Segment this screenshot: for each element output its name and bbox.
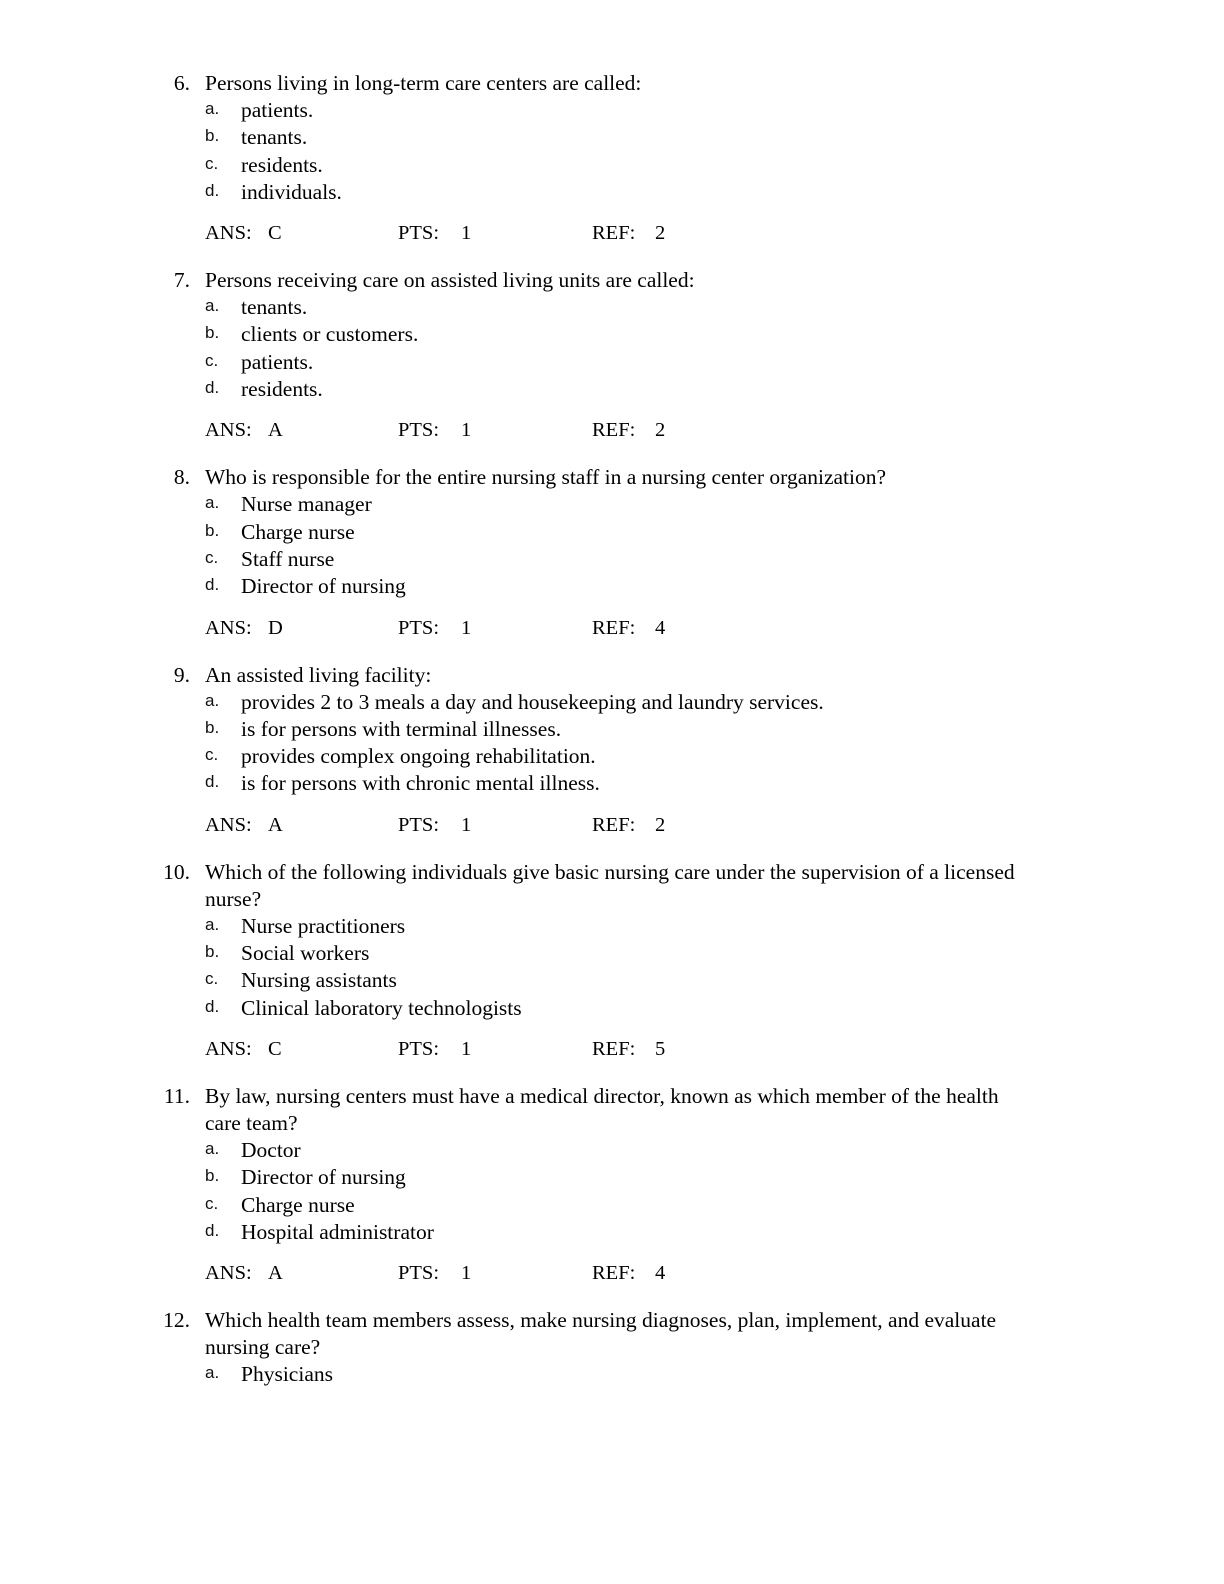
answer-options — [0, 294, 1224, 403]
answer-value: D — [268, 616, 283, 639]
answer-key-row — [0, 220, 1224, 247]
answer-option — [0, 940, 1224, 967]
option-text: provides complex ongoing rehabilitation. — [241, 744, 596, 769]
answer-value: C — [268, 1037, 282, 1060]
reference-value: 4 — [655, 1262, 666, 1285]
question-stem — [0, 859, 1224, 913]
answer-options — [0, 491, 1224, 600]
option-text: individuals. — [241, 179, 342, 204]
points-value: 1 — [461, 1262, 472, 1285]
reference-label: REF: — [592, 1037, 636, 1060]
option-letter: c. — [205, 547, 219, 567]
answer-label: ANS: — [205, 616, 252, 639]
reference-value: 2 — [655, 222, 666, 245]
answer-option — [0, 967, 1224, 994]
option-text: Nurse manager — [241, 492, 372, 517]
option-letter: a. — [205, 99, 220, 118]
answer-options — [0, 913, 1224, 1022]
answer-option — [0, 743, 1224, 770]
answer-value: A — [268, 813, 283, 836]
answer-key-row — [0, 615, 1224, 642]
answer-option — [0, 546, 1224, 573]
option-text: Nurse practitioners — [241, 913, 406, 938]
option-text: Social workers — [241, 941, 370, 966]
question-text: Which of the following individuals give basic nursing care under the supervision of a licensed nurse? — [205, 859, 1015, 911]
option-text: Hospital administrator — [241, 1219, 434, 1244]
option-letter: c. — [205, 1193, 219, 1213]
option-text: clients or customers. — [241, 322, 419, 347]
option-text: Clinical laboratory technologists — [241, 995, 522, 1020]
reference-label: REF: — [592, 813, 636, 836]
reference-label: REF: — [592, 419, 636, 442]
answer-option — [0, 716, 1224, 743]
question-text: Who is responsible for the entire nursing staff in a nursing center organization? — [205, 465, 887, 490]
points-label: PTS: — [398, 1037, 440, 1060]
option-letter: a. — [205, 1363, 220, 1383]
reference-value: 5 — [655, 1037, 666, 1060]
question-number: 6. — [173, 71, 190, 95]
option-text: Charge nurse — [241, 519, 355, 544]
question-stem — [0, 1307, 1224, 1361]
answer-label: ANS: — [205, 1037, 252, 1060]
points-label: PTS: — [398, 419, 440, 442]
option-text: patients. — [241, 98, 314, 122]
reference-label: REF: — [592, 222, 636, 245]
answer-options — [0, 97, 1224, 206]
points-label: PTS: — [398, 813, 440, 836]
answer-option — [0, 1192, 1224, 1219]
reference-label: REF: — [592, 1262, 636, 1285]
option-text: Director of nursing — [241, 1165, 406, 1190]
answer-option — [0, 1164, 1224, 1191]
option-text: tenants. — [241, 125, 308, 150]
answer-option — [0, 491, 1224, 518]
answer-option — [0, 1361, 1224, 1388]
answer-option — [0, 349, 1224, 376]
question-number: 8. — [173, 465, 190, 490]
answer-key-row — [0, 417, 1224, 444]
answer-option — [0, 124, 1224, 151]
option-letter: c. — [205, 969, 219, 989]
question-stem — [0, 464, 1224, 491]
question-number: 7. — [173, 268, 190, 293]
option-text: tenants. — [241, 295, 308, 320]
question-number: 12. — [163, 1308, 190, 1333]
question-number: 11. — [163, 1083, 190, 1108]
option-text: is for persons with chronic mental illness. — [241, 771, 600, 796]
option-letter: c. — [205, 153, 219, 173]
answer-option — [0, 1137, 1224, 1164]
option-letter: d. — [205, 378, 220, 398]
question-text: By law, nursing centers must have a medical director, known as which member of the health care team? — [205, 1083, 999, 1135]
answer-option — [0, 689, 1224, 716]
answer-value: A — [268, 419, 283, 442]
option-text: Nursing assistants — [241, 968, 397, 993]
option-text: Physicians — [241, 1362, 333, 1387]
option-text: Doctor — [241, 1137, 301, 1162]
answer-option — [0, 770, 1224, 797]
option-letter: b. — [205, 323, 220, 343]
answer-options — [0, 1137, 1224, 1246]
question-text: Which health team members assess, make nursing diagnoses, plan, implement, and evaluate nursing care? — [205, 1308, 997, 1360]
answer-option — [0, 152, 1224, 179]
answer-label: ANS: — [205, 1262, 252, 1285]
option-letter: d. — [205, 1220, 220, 1240]
question-item — [0, 1083, 1224, 1287]
answer-option — [0, 519, 1224, 546]
answer-value: A — [268, 1262, 283, 1285]
question-text: An assisted living facility: — [205, 662, 432, 687]
option-letter: d. — [205, 996, 220, 1016]
question-stem — [0, 267, 1224, 294]
points-label: PTS: — [398, 616, 440, 639]
answer-option — [0, 294, 1224, 321]
points-value: 1 — [461, 1037, 472, 1060]
option-text: is for persons with terminal illnesses. — [241, 716, 562, 741]
question-item — [0, 859, 1224, 1063]
question-list — [0, 70, 1224, 1408]
points-value: 1 — [461, 222, 472, 245]
option-text: Director of nursing — [241, 574, 406, 599]
option-text: provides 2 to 3 meals a day and housekeeping and laundry services. — [241, 689, 824, 714]
answer-label: ANS: — [205, 222, 252, 245]
answer-option — [0, 573, 1224, 600]
answer-label: ANS: — [205, 419, 252, 442]
option-letter: a. — [205, 493, 220, 513]
answer-label: ANS: — [205, 813, 252, 836]
question-stem — [0, 70, 1224, 97]
answer-options — [0, 1361, 1224, 1388]
answer-option — [0, 1219, 1224, 1246]
answer-option — [0, 913, 1224, 940]
question-item — [0, 1307, 1224, 1388]
answer-key-row — [0, 1260, 1224, 1287]
option-text: Staff nurse — [241, 546, 335, 571]
question-number: 9. — [173, 662, 190, 687]
question-item — [0, 267, 1224, 444]
option-letter: b. — [205, 520, 220, 540]
answer-option — [0, 321, 1224, 348]
option-letter: b. — [205, 126, 220, 146]
option-letter: c. — [205, 350, 219, 370]
answer-key-row — [0, 1036, 1224, 1063]
option-letter: d. — [205, 772, 220, 792]
question-stem — [0, 662, 1224, 689]
option-letter: d. — [205, 575, 220, 595]
option-letter: b. — [205, 942, 220, 962]
reference-value: 4 — [655, 616, 666, 639]
answer-options — [0, 689, 1224, 798]
reference-value: 2 — [655, 813, 666, 836]
points-label: PTS: — [398, 222, 440, 245]
question-item — [0, 70, 1224, 247]
reference-value: 2 — [655, 419, 666, 442]
option-letter: c. — [205, 745, 219, 765]
answer-value: C — [268, 222, 282, 245]
points-value: 1 — [461, 616, 472, 639]
option-letter: b. — [205, 1166, 220, 1186]
points-label: PTS: — [398, 1262, 440, 1285]
option-text: residents. — [241, 152, 323, 177]
answer-option — [0, 995, 1224, 1022]
question-text: Persons living in long-term care centers are called: — [205, 71, 642, 95]
option-letter: b. — [205, 717, 220, 737]
answer-option — [0, 179, 1224, 206]
points-value: 1 — [461, 813, 472, 836]
option-letter: a. — [205, 1138, 220, 1158]
question-stem — [0, 1083, 1224, 1137]
answer-key-row — [0, 812, 1224, 839]
option-letter: a. — [205, 690, 220, 710]
question-item — [0, 464, 1224, 641]
points-value: 1 — [461, 419, 472, 442]
option-letter: d. — [205, 180, 220, 200]
answer-option — [0, 97, 1224, 124]
option-text: residents. — [241, 377, 323, 402]
answer-option — [0, 376, 1224, 403]
option-text: Charge nurse — [241, 1192, 355, 1217]
question-number: 10. — [163, 859, 190, 884]
option-text: patients. — [241, 349, 314, 374]
option-letter: a. — [205, 296, 220, 316]
reference-label: REF: — [592, 616, 636, 639]
question-item — [0, 662, 1224, 839]
option-letter: a. — [205, 914, 220, 934]
question-text: Persons receiving care on assisted living units are called: — [205, 268, 695, 293]
